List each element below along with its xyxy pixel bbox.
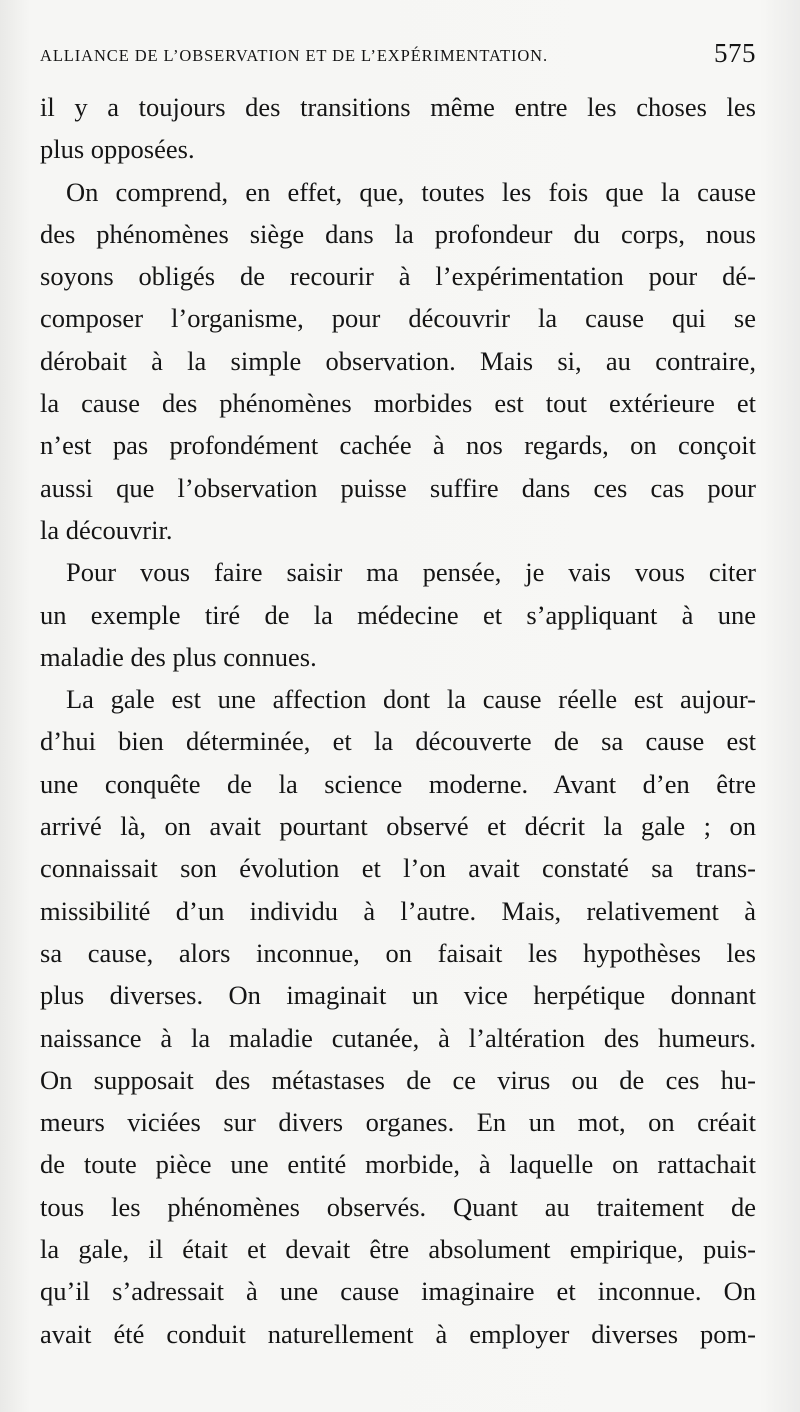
- text-line: un exemple tiré de la médecine et s’appliquant à une: [40, 599, 756, 630]
- text-line: la gale, il était et devait être absolument empirique, puis-: [40, 1234, 756, 1265]
- text-line: de toute pièce une entité morbide, à laquelle on rattachait: [40, 1149, 756, 1180]
- text-line: plus diverses. On imaginait un vice herpétique donnant: [40, 980, 756, 1011]
- page-number: 575: [714, 38, 756, 68]
- text-line: la cause des phénomènes morbides est tout extérieure et: [40, 388, 756, 419]
- text-line: la découvrir.: [40, 514, 173, 545]
- text-line: soyons obligés de recourir à l’expérimentation pour dé-: [40, 261, 756, 292]
- page-header: [40, 38, 756, 70]
- text-line: une conquête de la science moderne. Avant d’en être: [40, 768, 756, 799]
- text-line: composer l’organisme, pour découvrir la cause qui se: [40, 303, 756, 334]
- text-line: tous les phénomènes observés. Quant au traitement de: [40, 1191, 756, 1222]
- text-line: meurs viciées sur divers organes. En un mot, on créait: [40, 1107, 756, 1138]
- text-line: naissance à la maladie cutanée, à l’altération des humeurs.: [40, 1022, 756, 1053]
- running-head: ALLIANCE DE L’OBSERVATION ET DE L’EXPÉRIMENTATION.: [40, 46, 549, 65]
- text-line: n’est pas profondément cachée à nos regards, on conçoit: [40, 430, 756, 461]
- text-line: Pour vous faire saisir ma pensée, je vais vous citer: [66, 557, 756, 588]
- text-line: il y a toujours des transitions même entre les choses les: [40, 92, 756, 122]
- text-line: On comprend, en effet, que, toutes les fois que la cause: [66, 176, 756, 207]
- text-line: connaissait son évolution et l’on avait constaté sa trans-: [40, 853, 756, 884]
- text-line: arrivé là, on avait pourtant observé et décrit la gale ; on: [40, 811, 756, 842]
- text-line: missibilité d’un individu à l’autre. Mais, relativement à: [40, 895, 756, 926]
- text-line: aussi que l’observation puisse suffire dans ces cas pour: [40, 472, 756, 503]
- text-line: d’hui bien déterminée, et la découverte de sa cause est: [40, 726, 756, 757]
- body-text: [40, 86, 756, 1355]
- text-line: qu’il s’adressait à une cause imaginaire et inconnue. On: [40, 1276, 756, 1307]
- text-line: sa cause, alors inconnue, on faisait les hypothèses les: [40, 937, 756, 968]
- text-line: plus opposées.: [40, 134, 195, 165]
- text-line: maladie des plus connues.: [40, 641, 317, 672]
- text-line: avait été conduit naturellement à employer diverses pom-: [40, 1318, 756, 1349]
- text-line: des phénomènes siège dans la profondeur du corps, nous: [40, 218, 756, 249]
- text-line: dérobait à la simple observation. Mais si, au contraire,: [40, 345, 756, 376]
- text-line: La gale est une affection dont la cause réelle est aujour-: [66, 684, 756, 715]
- text-line: On supposait des métastases de ce virus ou de ces hu-: [40, 1064, 756, 1095]
